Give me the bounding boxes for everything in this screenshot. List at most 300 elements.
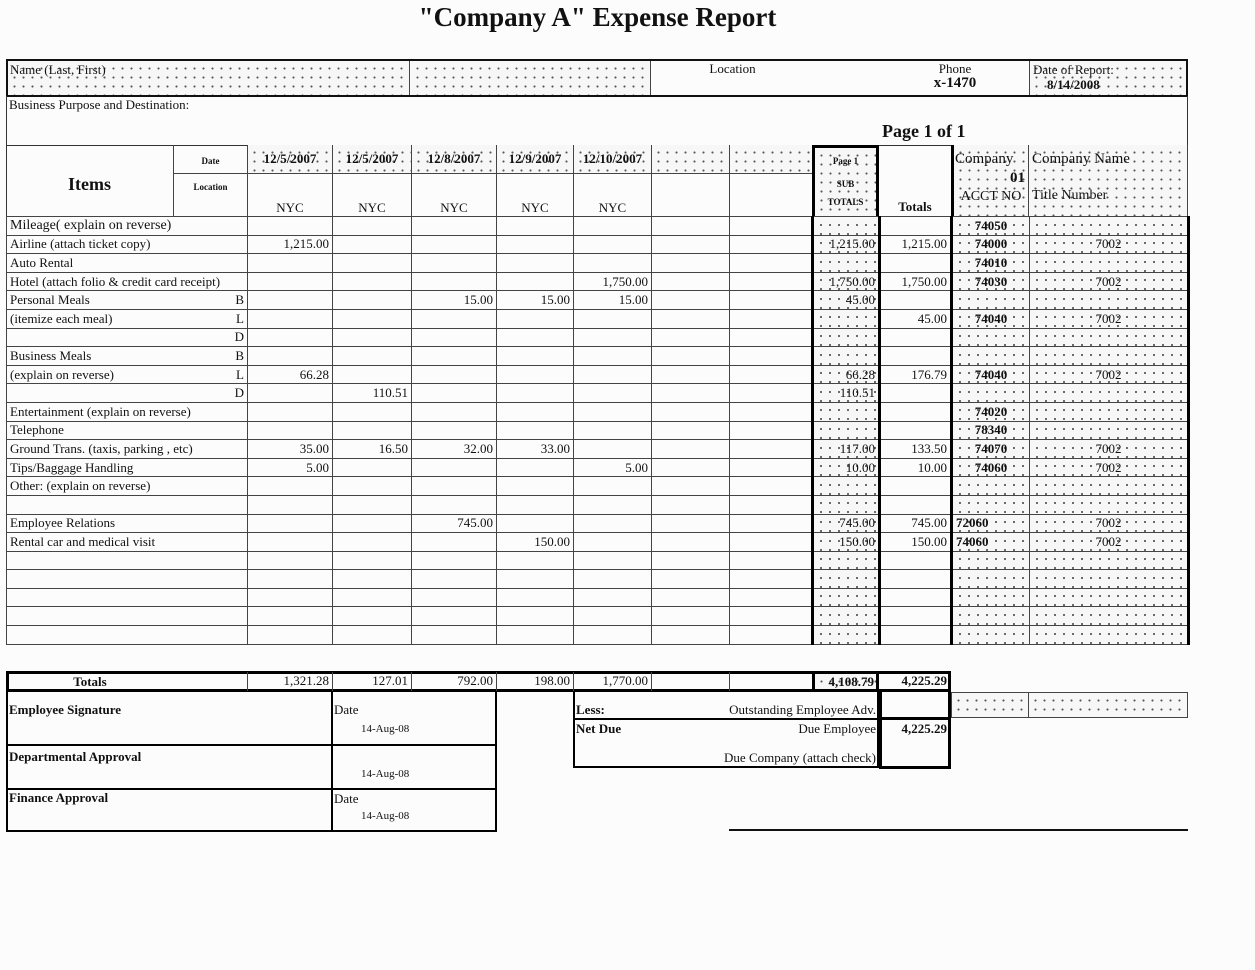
amount-cell[interactable] [248, 328, 333, 347]
location-cell[interactable]: NYC [358, 200, 386, 215]
amount-cell[interactable] [652, 328, 730, 347]
amount-cell[interactable] [652, 402, 730, 421]
acct-no-cell[interactable] [952, 607, 1030, 626]
acct-no-cell[interactable] [952, 347, 1030, 366]
amount-cell[interactable] [248, 477, 333, 496]
amount-cell[interactable] [730, 402, 813, 421]
acct-no-cell[interactable]: 74040 [952, 309, 1030, 328]
title-number-cell[interactable] [1030, 477, 1189, 496]
table-row [7, 533, 1189, 552]
amount-cell[interactable] [730, 254, 813, 273]
amount-cell[interactable] [497, 551, 574, 570]
item-label [7, 551, 248, 570]
meal-type: L [175, 365, 248, 384]
amount-cell[interactable] [730, 626, 813, 645]
acct-no-cell[interactable]: 74070 [952, 440, 1030, 459]
amount-cell[interactable] [412, 309, 497, 328]
amount-cell[interactable] [497, 272, 574, 291]
amount-cell[interactable] [497, 588, 574, 607]
amount-cell[interactable] [497, 626, 574, 645]
amount-cell[interactable] [248, 551, 333, 570]
amount-cell[interactable] [333, 570, 412, 589]
subtotal-cell [813, 421, 880, 440]
amount-cell[interactable] [412, 495, 497, 514]
amount-cell[interactable]: 15.00 [412, 291, 497, 310]
amount-cell[interactable] [730, 458, 813, 477]
amount-cell[interactable]: 16.50 [333, 440, 412, 459]
grand-subtotal: 4,108.79 [812, 671, 879, 692]
company-header [951, 145, 1029, 217]
amount-cell[interactable] [574, 626, 652, 645]
subtotal-line-2: SUB [836, 179, 855, 189]
amount-cell[interactable] [412, 217, 497, 236]
amount-cell[interactable] [412, 402, 497, 421]
subtotal-cell: 45.00 [813, 291, 880, 310]
amount-cell[interactable] [652, 626, 730, 645]
title-number-cell[interactable] [1030, 551, 1189, 570]
subtotal-cell [813, 347, 880, 366]
amount-cell[interactable] [248, 421, 333, 440]
amount-cell[interactable] [412, 347, 497, 366]
amount-cell[interactable] [652, 533, 730, 552]
amount-cell[interactable] [333, 402, 412, 421]
location-cell[interactable]: NYC [521, 200, 549, 215]
divider [729, 672, 730, 691]
amount-cell[interactable] [574, 495, 652, 514]
amount-cell[interactable] [333, 533, 412, 552]
due-employee-value: 4,225.29 [901, 721, 947, 736]
amount-cell[interactable] [652, 384, 730, 403]
amount-cell[interactable] [333, 235, 412, 254]
amount-cell[interactable] [248, 217, 333, 236]
amount-cell[interactable] [730, 309, 813, 328]
amount-cell[interactable] [412, 626, 497, 645]
amount-cell[interactable] [574, 514, 652, 533]
subtotal-line-3: TOTALS [827, 197, 864, 207]
date-cell[interactable]: 12/8/2007 [412, 145, 496, 173]
amount-cell[interactable] [730, 291, 813, 310]
amount-cell[interactable] [497, 365, 574, 384]
location-cell[interactable]: NYC [440, 200, 468, 215]
acct-no-cell[interactable] [952, 328, 1030, 347]
amount-cell[interactable] [730, 514, 813, 533]
divider [573, 718, 879, 720]
amount-cell[interactable] [248, 291, 333, 310]
amount-cell[interactable] [730, 384, 813, 403]
amount-cell[interactable] [333, 588, 412, 607]
row-total-cell: 10.00 [880, 458, 952, 477]
acct-no-cell[interactable]: 74050 [952, 217, 1030, 236]
title-number-cell[interactable] [1030, 607, 1189, 626]
amount-cell[interactable] [574, 309, 652, 328]
amount-cell[interactable] [248, 254, 333, 273]
acct-no-cell[interactable] [952, 588, 1030, 607]
amount-cell[interactable] [248, 533, 333, 552]
amount-cell[interactable] [333, 254, 412, 273]
acct-no-cell[interactable]: 78340 [952, 421, 1030, 440]
row-total-cell [880, 291, 952, 310]
amount-cell[interactable] [730, 588, 813, 607]
amount-cell[interactable] [333, 347, 412, 366]
acct-no-cell[interactable] [952, 495, 1030, 514]
location-cell[interactable]: NYC [598, 200, 627, 215]
amount-cell[interactable] [652, 365, 730, 384]
amount-cell[interactable] [574, 384, 652, 403]
amount-cell[interactable] [412, 365, 497, 384]
amount-cell[interactable] [574, 402, 652, 421]
amount-cell[interactable]: 5.00 [574, 458, 652, 477]
acct-no-cell[interactable]: 74060 [952, 458, 1030, 477]
row-total-cell [880, 328, 952, 347]
amount-cell[interactable] [497, 309, 574, 328]
amount-cell[interactable] [730, 217, 813, 236]
amount-cell[interactable] [497, 477, 574, 496]
amount-cell[interactable] [652, 421, 730, 440]
subtotal-cell [813, 551, 880, 570]
departmental-approval-date[interactable]: 14-Aug-08 [361, 768, 410, 780]
amount-cell[interactable] [248, 607, 333, 626]
title-extra-field[interactable] [1029, 692, 1188, 718]
amount-cell[interactable] [497, 235, 574, 254]
amount-cell[interactable] [652, 235, 730, 254]
acct-no-cell[interactable] [952, 626, 1030, 645]
item-label [7, 570, 248, 589]
amount-cell[interactable] [652, 588, 730, 607]
amount-cell[interactable] [730, 495, 813, 514]
acct-no-cell[interactable]: 72060 [952, 514, 1030, 533]
phone-value: x-1470 [933, 75, 977, 91]
title-number-cell[interactable] [1030, 421, 1189, 440]
title-number-cell[interactable] [1030, 384, 1189, 403]
amount-cell[interactable] [652, 607, 730, 626]
amount-cell[interactable] [730, 235, 813, 254]
amount-cell[interactable]: 745.00 [412, 514, 497, 533]
amount-cell[interactable] [497, 402, 574, 421]
amount-cell[interactable] [730, 440, 813, 459]
amount-cell[interactable] [574, 477, 652, 496]
subtotal-cell [813, 626, 880, 645]
acct-no-cell[interactable] [952, 384, 1030, 403]
amount-cell[interactable] [730, 551, 813, 570]
amount-cell[interactable] [730, 421, 813, 440]
title-number-cell[interactable]: 7002 [1030, 533, 1189, 552]
title-number-cell[interactable] [1030, 588, 1189, 607]
amount-cell[interactable] [652, 254, 730, 273]
amount-cell[interactable] [730, 533, 813, 552]
item-label [7, 588, 248, 607]
amount-cell[interactable] [652, 440, 730, 459]
amount-cell[interactable] [248, 588, 333, 607]
amount-cell[interactable] [497, 514, 574, 533]
title-number-cell[interactable] [1030, 495, 1189, 514]
location-cell[interactable]: NYC [276, 200, 304, 215]
amount-cell[interactable]: 150.00 [497, 533, 574, 552]
total-day-2: 127.01 [372, 673, 408, 688]
amount-cell[interactable] [652, 551, 730, 570]
amount-cell[interactable] [412, 421, 497, 440]
acct-no-cell[interactable]: 74040 [952, 365, 1030, 384]
amount-cell[interactable] [497, 421, 574, 440]
title-number-cell[interactable]: 7002 [1030, 514, 1189, 533]
amount-cell[interactable] [412, 588, 497, 607]
grand-total: 4,225.29 [901, 673, 947, 688]
amount-cell[interactable] [248, 347, 333, 366]
amount-cell[interactable] [333, 551, 412, 570]
title-number-cell[interactable]: 7002 [1030, 365, 1189, 384]
table-row [7, 235, 1189, 254]
title-number-cell[interactable]: 7002 [1030, 309, 1189, 328]
amount-cell[interactable] [333, 514, 412, 533]
title-number-cell[interactable]: 7002 [1030, 440, 1189, 459]
amount-cell[interactable] [730, 365, 813, 384]
amount-cell[interactable] [497, 328, 574, 347]
amount-cell[interactable] [652, 347, 730, 366]
amount-cell[interactable] [730, 347, 813, 366]
meal-type: B [175, 347, 248, 366]
row-total-cell [880, 384, 952, 403]
amount-cell[interactable] [412, 458, 497, 477]
company-label: Company [955, 151, 1014, 167]
amount-cell[interactable]: 66.28 [248, 365, 333, 384]
title-number-cell[interactable] [1030, 254, 1189, 273]
amount-cell[interactable]: 110.51 [333, 384, 412, 403]
item-label: Airline (attach ticket copy) [7, 235, 248, 254]
date-row-label: Date [201, 156, 220, 166]
acct-no-cell[interactable] [952, 551, 1030, 570]
amount-cell[interactable] [574, 440, 652, 459]
date-cell[interactable] [730, 145, 812, 173]
table-row [7, 421, 1189, 440]
row-total-cell: 150.00 [880, 533, 952, 552]
employee-signature-field[interactable] [8, 720, 328, 742]
item-label: Mileage( explain on reverse) [7, 217, 248, 236]
amount-cell[interactable] [248, 384, 333, 403]
acct-no-cell[interactable]: 74010 [952, 254, 1030, 273]
amount-cell[interactable] [652, 217, 730, 236]
title-number-cell[interactable] [1030, 217, 1189, 236]
table-row [7, 347, 1189, 366]
amount-cell[interactable] [574, 347, 652, 366]
title-number-cell[interactable]: 7002 [1030, 272, 1189, 291]
amount-cell[interactable] [497, 347, 574, 366]
amount-cell[interactable] [412, 570, 497, 589]
row-total-cell: 1,750.00 [880, 272, 952, 291]
row-total-cell [880, 626, 952, 645]
item-label [7, 607, 248, 626]
amount-cell[interactable]: 1,750.00 [574, 272, 652, 291]
amount-cell[interactable] [652, 272, 730, 291]
amount-cell[interactable] [574, 533, 652, 552]
amount-cell[interactable] [333, 607, 412, 626]
location-label: Location [709, 61, 756, 76]
amount-cell[interactable] [574, 551, 652, 570]
amount-cell[interactable] [730, 272, 813, 291]
finance-approval-date[interactable]: 14-Aug-08 [361, 810, 410, 822]
table-row [7, 328, 1189, 347]
title-number-cell[interactable] [1030, 347, 1189, 366]
title-number-cell[interactable]: 7002 [1030, 235, 1189, 254]
amount-cell[interactable]: 32.00 [412, 440, 497, 459]
business-purpose-field[interactable] [6, 96, 1188, 146]
name-field[interactable] [8, 61, 410, 95]
amount-cell[interactable] [574, 328, 652, 347]
date-cell[interactable] [652, 145, 729, 173]
subtotal-cell: 110.51 [813, 384, 880, 403]
amount-cell[interactable] [574, 365, 652, 384]
items-header [6, 145, 174, 217]
title-number-cell[interactable] [1030, 402, 1189, 421]
amount-cell[interactable] [248, 626, 333, 645]
amount-cell[interactable] [333, 365, 412, 384]
amount-cell[interactable] [248, 402, 333, 421]
amount-cell[interactable] [412, 607, 497, 626]
item-label: (itemize each meal) [7, 309, 175, 328]
amount-cell[interactable] [333, 477, 412, 496]
date-cell[interactable]: 12/10/2007 [574, 145, 651, 173]
amount-cell[interactable] [497, 607, 574, 626]
divider [879, 717, 951, 720]
acct-no-cell[interactable]: 74060 [952, 533, 1030, 552]
amount-cell[interactable] [248, 272, 333, 291]
acct-no-cell[interactable] [952, 477, 1030, 496]
finance-approval-field[interactable] [8, 808, 328, 828]
outstanding-label: Outstanding Employee Adv. [729, 702, 876, 717]
items-label: Items [68, 174, 111, 194]
amount-cell[interactable] [412, 328, 497, 347]
amount-cell[interactable] [412, 235, 497, 254]
amount-cell[interactable] [652, 291, 730, 310]
amount-cell[interactable] [333, 328, 412, 347]
amount-cell[interactable] [652, 309, 730, 328]
row-total-cell: 176.79 [880, 365, 952, 384]
amount-cell[interactable] [574, 254, 652, 273]
title-number-cell[interactable] [1030, 570, 1189, 589]
amount-cell[interactable]: 33.00 [497, 440, 574, 459]
row-total-cell: 1,215.00 [880, 235, 952, 254]
acct-no-cell[interactable]: 74020 [952, 402, 1030, 421]
name-field-extra[interactable] [411, 61, 651, 95]
amount-cell[interactable] [333, 495, 412, 514]
amount-cell[interactable]: 15.00 [497, 291, 574, 310]
amount-cell[interactable] [730, 607, 813, 626]
amount-cell[interactable] [497, 384, 574, 403]
date-cell[interactable]: 12/9/2007 [497, 145, 573, 173]
amount-cell[interactable] [497, 495, 574, 514]
amount-cell[interactable] [730, 328, 813, 347]
table-row [7, 440, 1189, 459]
acct-extra-field[interactable] [951, 692, 1029, 718]
title-number-cell[interactable]: 7002 [1030, 458, 1189, 477]
amount-cell[interactable] [412, 477, 497, 496]
business-purpose-label: Business Purpose and Destination: [9, 97, 190, 112]
amount-cell[interactable] [412, 551, 497, 570]
day-column-2 [332, 145, 411, 217]
expense-table [6, 216, 1190, 645]
amount-cell[interactable] [333, 626, 412, 645]
amount-cell[interactable] [497, 254, 574, 273]
amount-cell[interactable] [574, 235, 652, 254]
date-of-report-label: Date of Report: [1033, 62, 1114, 77]
amount-cell[interactable] [333, 458, 412, 477]
date-cell[interactable]: 12/5/2007 [248, 145, 332, 173]
amount-cell[interactable] [574, 570, 652, 589]
day-column-1 [247, 145, 332, 217]
amount-cell[interactable] [412, 533, 497, 552]
amount-cell[interactable] [333, 217, 412, 236]
amount-cell[interactable] [497, 458, 574, 477]
signature-line [729, 829, 1188, 831]
subtotal-cell [813, 495, 880, 514]
amount-cell[interactable] [248, 495, 333, 514]
item-label: Entertainment (explain on reverse) [7, 402, 248, 421]
meal-type: D [175, 328, 248, 347]
departmental-approval-label: Departmental Approval [9, 749, 142, 764]
amount-cell[interactable]: 15.00 [574, 291, 652, 310]
net-due-label: Net Due [576, 721, 622, 736]
amount-cell[interactable]: 1,215.00 [248, 235, 333, 254]
total-day-5: 1,770.00 [602, 673, 648, 688]
table-row [7, 495, 1189, 514]
row-total-cell [880, 217, 952, 236]
table-row [7, 291, 1189, 310]
amount-cell[interactable] [248, 570, 333, 589]
amount-cell[interactable] [333, 272, 412, 291]
amount-cell[interactable] [333, 421, 412, 440]
title-number-cell[interactable] [1030, 626, 1189, 645]
amount-cell[interactable] [574, 607, 652, 626]
item-label: Personal Meals [7, 291, 175, 310]
amount-cell[interactable] [333, 309, 412, 328]
departmental-approval-field[interactable] [8, 766, 328, 786]
amount-cell[interactable]: 5.00 [248, 458, 333, 477]
amount-cell[interactable]: 35.00 [248, 440, 333, 459]
amount-cell[interactable] [248, 309, 333, 328]
day-column-6 [651, 145, 729, 217]
title-number-cell[interactable] [1030, 328, 1189, 347]
table-row [7, 458, 1189, 477]
amount-cell[interactable] [730, 570, 813, 589]
date-of-report-value: 8/14/2008 [1047, 77, 1100, 92]
acct-no-cell[interactable] [952, 291, 1030, 310]
acct-no-cell[interactable]: 74000 [952, 235, 1030, 254]
amount-cell[interactable] [574, 421, 652, 440]
amount-cell[interactable] [412, 254, 497, 273]
acct-no-cell[interactable]: 74030 [952, 272, 1030, 291]
amount-cell[interactable] [652, 570, 730, 589]
amount-cell[interactable] [652, 458, 730, 477]
amount-cell[interactable] [574, 217, 652, 236]
date-of-report-field[interactable] [1029, 61, 1186, 95]
amount-cell[interactable] [333, 291, 412, 310]
amount-cell[interactable] [652, 514, 730, 533]
acct-no-cell[interactable] [952, 570, 1030, 589]
amount-cell[interactable] [248, 514, 333, 533]
title-number-cell[interactable] [1030, 291, 1189, 310]
name-label: Name (Last, First) [10, 62, 106, 77]
table-row [7, 365, 1189, 384]
amount-cell[interactable] [412, 384, 497, 403]
amount-cell[interactable] [497, 570, 574, 589]
amount-cell[interactable] [412, 272, 497, 291]
less-label: Less: [576, 702, 605, 717]
employee-signature-date[interactable]: 14-Aug-08 [361, 723, 410, 735]
amount-cell[interactable] [652, 495, 730, 514]
amount-cell[interactable] [730, 477, 813, 496]
amount-cell[interactable] [497, 217, 574, 236]
amount-cell[interactable] [652, 477, 730, 496]
amount-cell[interactable] [574, 588, 652, 607]
date-cell[interactable]: 12/5/2007 [333, 145, 411, 173]
